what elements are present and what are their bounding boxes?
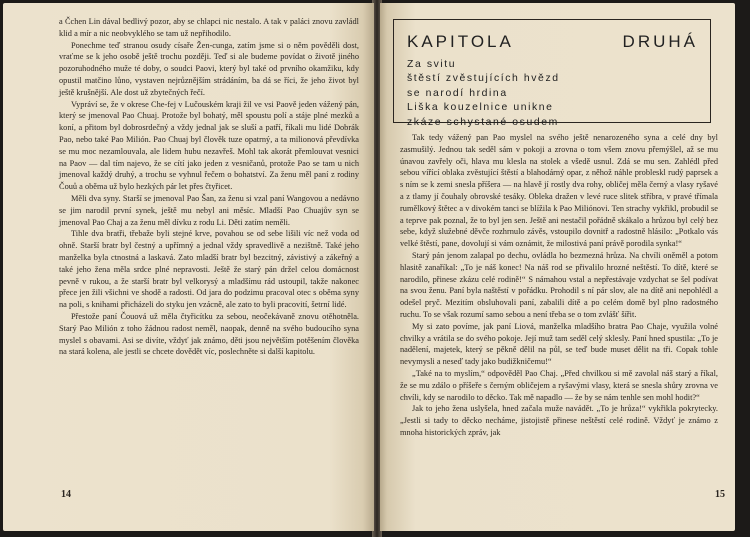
chapter-title-box xyxy=(393,19,711,128)
page-number: 15 xyxy=(715,489,725,500)
right-page xyxy=(380,3,735,531)
paragraph: „Také na to myslím,“ odpověděl Pao Chaj. „Před chvilkou si mě zavolal náš starý a říkal, že se mu zdálo o příšeře s černým obličejem a ryšavými vlasy, která se snesla shůry zrovna ve chvíli, kdy se narodilo to děcko. Tak mě napadlo — že by se nám tenhle sen mohl hodit?“ xyxy=(400,368,718,402)
paragraph: Starý pán jenom zalapal po dechu, ovládla ho bezmezná hrůza. Na chvíli oněměl a potom hlasitě zanaříkal: „To je náš konec! Na náš rod se přivalilo hrozné neštěstí. To dítě, které se narodilo, přinese zkázu celé rodině!“ S námahou vstal a nepřestávaje vzdychat se šel podívat na svou ženu. Paní byla naštěstí v pořádku. Prohodil s ní pár slov, ale na dítě ani nepohlédl a odešel pryč. Mezitím obsluhovali paní, zabalili dítě a po celém domě byl plno radostného ruchu. To se však rozumí samo sebou a není třeba se o tom zvlášť šířit. xyxy=(400,250,718,319)
chapter-subtitle-line: Liška kouzelnice unikne xyxy=(407,102,554,114)
right-page-text xyxy=(400,132,718,439)
chapter-subtitle-line: zkáze schystané osudem xyxy=(407,116,559,128)
paragraph: Tak tedy vážený pan Pao myslel na svého ještě nenarozeného syna a celé dny byl zasmušilý. Jednou tak seděl sám v pokoji a zrovna o tom všem znovu přemýšlel, až se mu únavou zavřely oči, hlava mu klesla na stolek a všedě usnul. Zdá se mu sen. Zahlédl před sebou vířící oblaka zvěstující štěstí a blahodárný opar, z něhož náhle probleskl rudý paprsek a s ním se k zemi snesla příšera — na hlavě jí rostly dva rohy, obličej měla černý a vlasy ryšavé a z tlamy jí čouhaly obrovské tesáky. Obleka dražen v levé ruce slitek stříbra, v pravé třímala rumělkový štětec a v divokém tanci se blížila k Pao Miliónovi. Ten strachy vykřikl, probudil se a teprve pak poznal, že to byl jen sen. Ještě ani nestačil pořádně skákalo a hrůzou byl celý bez sebe, když služebné děvče rozhrnulo závěs, vstoupilo dovnitř a radostně hlásilo: „Potkalo vás velké štěstí, pane, dovolují si vám oznámit, že milostivá paní právě porodila synka!“ xyxy=(400,133,718,249)
chapter-subtitle xyxy=(407,58,697,130)
paragraph: Měli dva syny. Starší se jmenoval Pao Šan, za ženu si vzal paní Wangovou a nedávno se jim narodil první synek, ještě mu nebyl ani měsíc. Mladší Pao Chuajův syn se jmenoval Pao Chaj a za ženu měl dívku z rodu Li. Děti zatím neměli. xyxy=(59,193,359,227)
paragraph: a Čchen Lin dával bedlivý pozor, aby se chlapci nic nestalo. A tak v paláci znovu zavládl klid a mír a nic neobvyklého se tam už nepřihodilo. xyxy=(59,17,359,38)
chapter-word: KAPITOLA xyxy=(407,32,514,51)
chapter-subtitle-line: se narodí hrdina xyxy=(407,87,508,99)
page-number: 14 xyxy=(61,489,71,500)
chapter-number: DRUHÁ xyxy=(622,32,698,51)
paragraph: Tihle dva bratři, třebaže byli stejné krve, povahou se od sebe lišili víc než voda od ohně. Starší bratr byl čestný a upřímný a jednal vždy spravedlivě a nezištně. Také jeho manželka byla ctnostná a laskavá. Zato mladší bratr byl bezcitný, závistivý a zákeřný a také jeho žena měla srdce plné nepravosti. Ještě že starý pán držel celou domácnost pevně v rukou, a že starší bratr byl velkorysý a mladšímu rád ustoupil, takže nakonec přece jen žili všichni ve shodě a radosti. Od jara do podzimu pracoval otec s oběma syny na poli, s knihami přicházeli do styku jen vzácně, ale zato to byli pracovití, šetrní lidé. xyxy=(59,229,359,310)
chapter-heading xyxy=(407,32,698,52)
paragraph: Jak to jeho žena uslyšela, hned začala muže navádět. „To je hrůza!“ vykřikla pokrytecky. „Jestli si tady to děcko necháme, jistojistě přinese neštěstí celé rodině. Vždyť je známo z mnoha historických zpráv, jak xyxy=(400,404,718,437)
left-page xyxy=(3,3,374,531)
paragraph: My si zato povíme, jak paní Liová, manželka mladšího bratra Pao Chaje, využila volné chvilky a vrátila se do svého pokoje. Její muž tam seděl celý sklesly. Paní hned spustila: „To je nadělení, majetek, který se pěkně dělil na půl, se teď bude muset dělit na tři. Copak tohle nevymysli a neseď tady jako budižkničemu!“ xyxy=(400,321,718,367)
chapter-subtitle-line: štěstí zvěstujících hvězd xyxy=(407,73,560,85)
left-page-text xyxy=(59,16,359,358)
paragraph: Přestože paní Čouová už měla čtyřicítku za sebou, neočekávaně znovu otěhotněla. Starý Pao Milión z toho žádnou radost neměl, naopak, denně na svého budoucího syna myslel s obavami. Asi se divíte, vždyť jak známo, děti jsou největším potěšením člověka na stará kolena, ale jestli se chcete dovědět víc, poslechněte si další kapitolu. xyxy=(59,311,359,357)
paragraph: Ponechme teď stranou osudy císaře Žen-cunga, zatím jsme si o něm pověděli dost, vraťme se k jeho osobě ještě trochu později. Teď si ale budeme povídat o životě jiného pozoruhodného muže té doby, o soudci Paovi, který byl také od prvního okamžiku, kdy opustil matčino lůno, vystaven nejrůznějším strádáním, ba dá se říci, že jeho život byl ještě krušnější. Ale dost už zbytečných řečí. xyxy=(59,40,359,97)
paragraph: Vypráví se, že v okrese Che-fej v Lučouském kraji žil ve vsi Paově jeden vážený pán, který se jmenoval Pao Chuaj. Protože byl bohatý, měl spoustu polí a stáje plné mezků a koní, a přitom byl dobrosrdečný a vždy jednal jak se sluší a patří, říkali mu lidé Dobrák Pao, nebo také Pao Milión. Pao Chuaj byl člověk tuze opatrný, a ta milionová převdívka se mu moc nezamlouvala, ale lidem hubu nezavřeš. Mohl tak akorát přemlouvat vesnici na Paov — dal tím najevo, že se cítí jako jeden z vesničanů, protože Pao se tam u nich jmenoval každý druhý, a trochu se vyhnul řečem o bohatství. Za ženu měl paní z rodiny Čouů a oběma už bylo hezkých pár let přes čtyřicet. xyxy=(59,99,359,192)
chapter-subtitle-line: Za svitu xyxy=(407,59,457,70)
